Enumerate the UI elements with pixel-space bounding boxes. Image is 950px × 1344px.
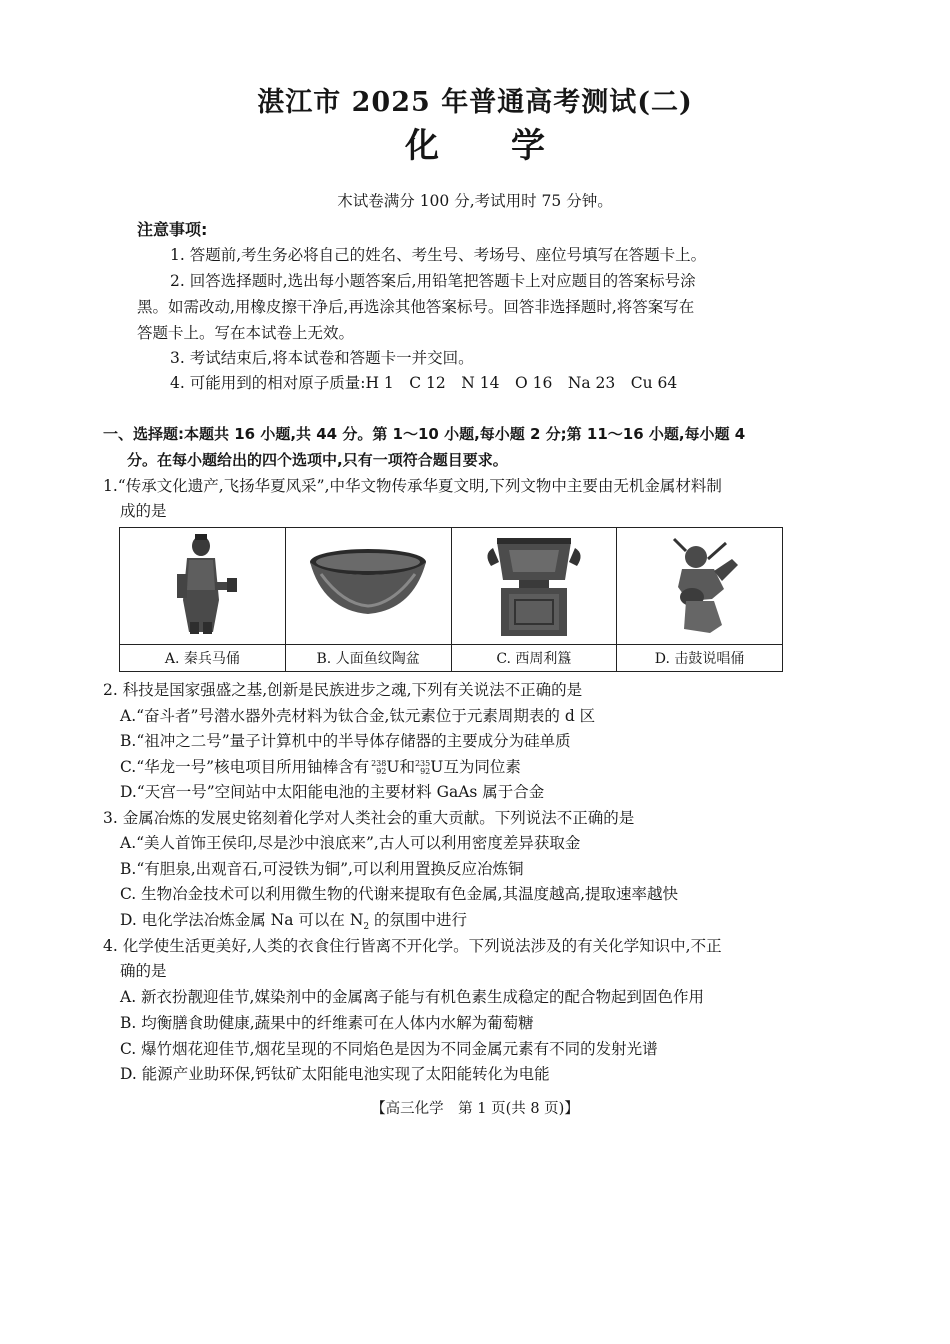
q1-options-table xyxy=(119,527,783,672)
q2-option-b: B.“祖冲之二号”量子计算机中的半导体存储器的主要成分为硅单质 xyxy=(120,732,571,750)
note-line: 1. 答题前,考生务必将自己的姓名、考生号、考场号、座位号填写在答题卡上。 xyxy=(170,246,707,264)
q1-stem-cont: 成的是 xyxy=(120,502,167,520)
q2-option-a: A.“奋斗者”号潜水器外壳材料为钛合金,钛元素位于元素周期表的 d 区 xyxy=(120,707,596,725)
pottery-basin-icon xyxy=(303,544,433,624)
section-heading-cont: 分。在每小题给出的四个选项中,只有一项符合题目要求。 xyxy=(127,451,508,469)
option-b-label: B. 人面鱼纹陶盆 xyxy=(285,645,451,672)
q3-option-a: A.“美人首饰王侯印,尽是沙中浪底来”,古人可以利用密度差异获取金 xyxy=(120,834,581,852)
q3-option-b: B.“有胆泉,出观音石,可浸铁为铜”,可以利用置换反应冶炼铜 xyxy=(120,860,524,878)
option-d-label: D. 击鼓说唱俑 xyxy=(617,645,783,672)
subject-char-2: 学 xyxy=(511,126,545,166)
u235-isotope-notation: 235 92 xyxy=(414,759,431,776)
q4-option-d: D. 能源产业助环保,钙钛矿太阳能电池实现了太阳能转化为电能 xyxy=(120,1065,550,1083)
q4-option-c: C. 爆竹烟花迎佳节,烟花呈现的不同焰色是因为不同金属元素有不同的发射光谱 xyxy=(120,1040,658,1058)
note-line: 4. 可能用到的相对原子质量:H 1 C 12 N 14 O 16 Na 23 Cu 64 xyxy=(170,374,678,392)
drum-storyteller-figure-icon xyxy=(652,529,748,639)
terracotta-warrior-icon xyxy=(157,530,247,638)
option-b-image-cell xyxy=(285,528,451,645)
note-line: 2. 回答选择题时,选出每小题答案后,用铅笔把答题卡上对应题目的答案标号涂 xyxy=(170,272,696,290)
notes-heading: 注意事项: xyxy=(137,220,208,239)
q2-option-c: C.“华龙一号”核电项目所用铀棒含有 238 92 U和 235 92 U互为同位素 xyxy=(120,758,521,776)
q4-option-b: B. 均衡膳食助健康,蔬果中的纤维素可在人体内水解为葡萄糖 xyxy=(120,1014,534,1032)
subject-char-1: 化 xyxy=(405,126,439,166)
option-a-label: A. 秦兵马俑 xyxy=(120,645,286,672)
q2-option-d: D.“天宫一号”空间站中太阳能电池的主要材料 GaAs 属于合金 xyxy=(120,783,545,801)
q3-option-d: D. 电化学法冶炼金属 Na 可以在 $N_2$ 的氛围中进行 xyxy=(120,911,468,933)
option-d-image-cell xyxy=(617,528,783,645)
u238-isotope-notation: 238 92 xyxy=(371,759,387,776)
q4-option-a: A. 新衣扮靓迎佳节,媒染剂中的金属离子能与有机色素生成稳定的配合物起到固色作用 xyxy=(120,988,704,1006)
section-heading: 一、选择题:本题共 16 小题,共 44 分。第 1～10 小题,每小题 2 分;第 11～16 小题,每小题 4 xyxy=(103,425,746,443)
subject-title xyxy=(0,118,950,167)
q1-stem: 1.“传承文化遗产,飞扬华夏风采”,中华文物传承华夏文明,下列文物中主要由无机金属材料制 xyxy=(103,477,722,495)
q4-stem: 4. 化学使生活更美好,人类的衣食住行皆离不开化学。下列说法涉及的有关化学知识中,不正 xyxy=(103,937,722,955)
q4-stem-cont: 确的是 xyxy=(120,962,167,980)
page-footer: 【高三化学 第 1 页(共 8 页)】 xyxy=(371,1101,579,1117)
note-line: 答题卡上。写在本试卷上无效。 xyxy=(137,324,355,342)
note-line: 3. 考试结束后,将本试卷和答题卡一并交回。 xyxy=(170,349,474,367)
note-line: 黑。如需改动,用橡皮擦干净后,再选涂其他答案标号。回答非选择题时,将答案写在 xyxy=(137,298,695,316)
q3-option-c: C. 生物冶金技术可以利用微生物的代谢来提取有色金属,其温度越高,提取速率越快 xyxy=(120,885,679,903)
option-a-image-cell xyxy=(120,528,286,645)
bronze-gui-vessel-icon xyxy=(479,528,589,640)
q2-option-c-text: C.“华龙一号”核电项目所用铀棒含有 xyxy=(120,758,370,776)
q3-stem: 3. 金属冶炼的发展史铭刻着化学对人类社会的重大贡献。下列说法不正确的是 xyxy=(103,809,635,827)
exam-title: 湛江市 2025 年普通高考测试(二) xyxy=(257,87,693,118)
option-c-label: C. 西周利簋 xyxy=(451,645,617,672)
q2-stem: 2. 科技是国家强盛之基,创新是民族进步之魂,下列有关说法不正确的是 xyxy=(103,681,583,699)
exam-info: 木试卷满分 100 分,考试用时 75 分钟。 xyxy=(337,192,613,210)
option-c-image-cell xyxy=(451,528,617,645)
